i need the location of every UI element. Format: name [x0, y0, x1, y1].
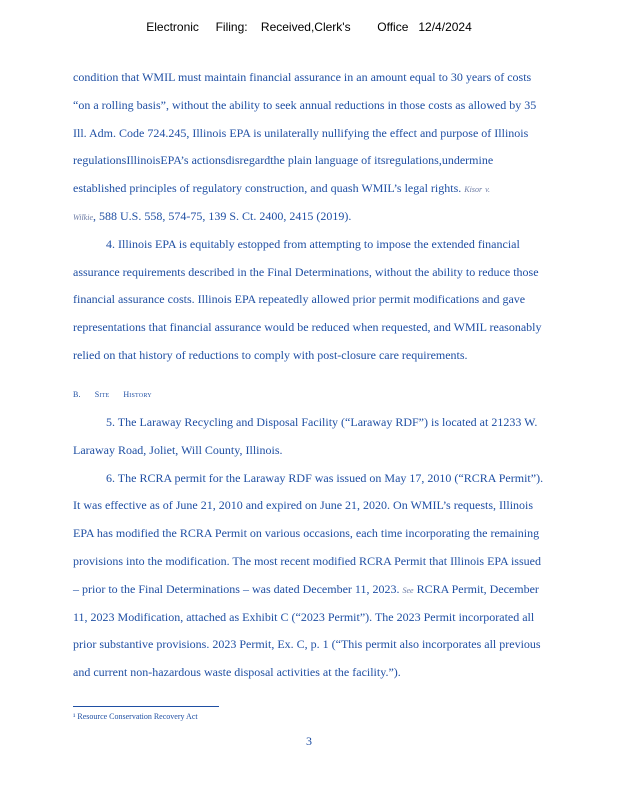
- text-line: EPA has modified the RCRA Permit on various occasions, each time incorporating the remaining: [73, 526, 540, 541]
- text-line: Ill. Adm. Code 724.245, Illinois EPA is unilaterally nullifying the effect and purpose of Illinois: [73, 125, 529, 140]
- filing-header: Electronic Filing: Received,Clerk's Office 12/4/2024: [146, 20, 472, 34]
- text-line: provisions into the modification. The most recent modified RCRA Permit that Illinois EPA issued: [73, 553, 541, 568]
- text-fragment: RCRA Permit, December: [413, 581, 539, 596]
- paragraph-4-first-line: 4. Illinois EPA is equitably estopped from attempting to impose the extended financial: [106, 236, 520, 251]
- text-line: condition that WMIL must maintain financial assurance in an amount equal to 30 years of costs: [73, 70, 532, 84]
- page-number: 3: [306, 734, 312, 748]
- text-line: financial assurance costs. Illinois EPA repeatedly allowed prior permit modifications and gave: [73, 292, 526, 307]
- case-name-italic: Wilkie: [73, 212, 93, 222]
- text-line: assurance requirements described in the Final Determinations, without the ability to reduce those: [73, 264, 539, 279]
- section-word: Site: [94, 390, 110, 399]
- text-line: [73, 576, 603, 604]
- text-line: Laraway Road, Joliet, Will County, Illinois.: [73, 442, 283, 457]
- text-line: representations that financial assurance would be reduced when requested, and WMIL reasonably: [73, 320, 542, 335]
- text-line: It was effective as of June 21, 2010 and expired on June 21, 2020. On WMIL’s requests, Illinois: [73, 498, 534, 513]
- main-text-block: [73, 64, 603, 370]
- footnote: ¹ Resource Conservation Recovery Act: [73, 712, 198, 721]
- text-line: relied on that history of reductions to comply with post-closure care requirements.: [73, 347, 468, 362]
- footnote-divider: [73, 706, 219, 707]
- section-word: History: [123, 390, 152, 399]
- paragraph-5-first-line: 5. The Laraway Recycling and Disposal Facility (“Laraway RDF”) is located at 21233 W.: [106, 415, 538, 429]
- text-line: [73, 175, 603, 203]
- text-line: 11, 2023 Modification, attached as Exhibit C (“2023 Permit”). The 2023 Permit incorporated all: [73, 609, 535, 624]
- text-fragment: established principles of regulatory construction, and quash WMIL’s legal rights.: [73, 181, 462, 196]
- section-letter: B.: [73, 390, 81, 399]
- paragraph-6-first-line: 6. The RCRA permit for the Laraway RDF was issued on May 17, 2010 (“RCRA Permit”).: [106, 470, 544, 485]
- text-line: “on a rolling basis”, without the ability to seek annual reductions in those costs as allowed by 35: [73, 97, 537, 112]
- text-line: [73, 203, 603, 231]
- text-fragment: – prior to the Final Determinations – was dated December 11, 2023.: [73, 581, 403, 596]
- text-line: prior substantive provisions. 2023 Permit, Ex. C, p. 1 (“This permit also incorporates all previous: [73, 637, 541, 652]
- text-line: regulationsIllinoisEPA’s actionsdisregardthe plain language of itsregulations,undermine: [73, 153, 494, 168]
- section-heading: [73, 390, 152, 399]
- case-name-italic: Kisor: [464, 185, 483, 195]
- citation-text: , 588 U.S. 558, 574-75, 139 S. Ct. 2400, 2415 (2019).: [93, 208, 352, 223]
- text-line: and current non-hazardous waste disposal activities at the facility.”).: [73, 665, 401, 680]
- site-history-text-block: [73, 409, 603, 687]
- signal-see-italic: See: [402, 585, 414, 595]
- citation-v: v.: [485, 185, 491, 195]
